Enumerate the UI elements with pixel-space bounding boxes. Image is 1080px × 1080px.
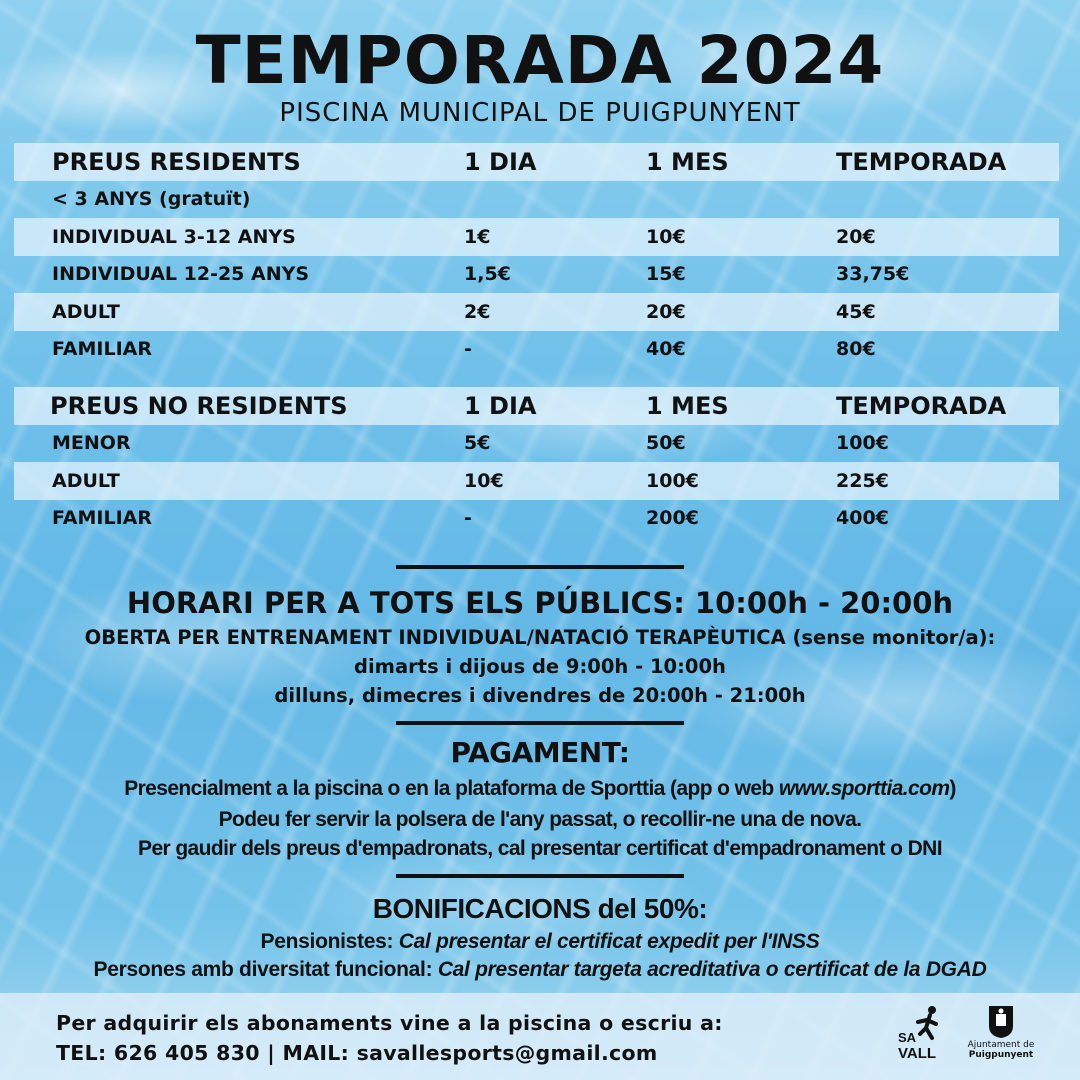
- column-header: 1 MES: [646, 387, 836, 425]
- table-cell: 33,75€: [836, 263, 910, 286]
- page-subtitle: PISCINA MUNICIPAL DE PUIGPUNYENT: [279, 98, 801, 128]
- divider: [396, 874, 684, 878]
- table-cell: FAMILIAR: [52, 338, 152, 361]
- payment-text: ): [949, 777, 956, 800]
- table-cell: 20€: [836, 218, 1059, 256]
- residents-price-table: [14, 143, 1059, 368]
- ajuntament-label: Ajuntament de: [967, 1040, 1035, 1050]
- table-cell: 45€: [836, 293, 1059, 331]
- discount-requirement: Cal presentar targeta acreditativa o certificat de la DGAD: [437, 958, 987, 981]
- savall-text: SA: [898, 1030, 917, 1045]
- table-row: [14, 256, 1059, 294]
- savall-text: VALL: [898, 1045, 937, 1062]
- non-residents-price-table: [14, 387, 1059, 537]
- footer-instruction: Per adquirir els abonaments vine a la piscina o escriu a:: [56, 1011, 723, 1035]
- table-cell: 15€: [646, 263, 686, 286]
- discount-label: Persones amb diversitat funcional:: [93, 958, 438, 981]
- table-cell: 20€: [646, 293, 836, 331]
- table-cell: 10€: [646, 218, 836, 256]
- table-cell: ADULT: [14, 293, 464, 331]
- divider: [396, 565, 684, 569]
- table-cell: MENOR: [52, 432, 131, 455]
- table-row: [14, 293, 1059, 331]
- table-row: [14, 425, 1059, 463]
- coat-of-arms-icon: [966, 1004, 1036, 1038]
- discount-label: Pensionistes:: [260, 930, 399, 953]
- ajuntament-label: Puigpunyent: [968, 1050, 1034, 1060]
- table-cell: 200€: [646, 507, 699, 530]
- table-cell: 2€: [464, 293, 646, 331]
- table-cell: 40€: [646, 338, 686, 361]
- schedule-line: OBERTA PER ENTRENAMENT INDIVIDUAL/NATACIÓ TERAPÈUTICA (sense monitor/a):: [84, 626, 996, 649]
- payment-line: Per gaudir dels preus d'empadronats, cal presentar certificat d'empadronament o DNI: [138, 837, 942, 860]
- payment-line: Podeu fer servir la polsera de l'any passat, o recollir-ne una de nova.: [218, 808, 862, 831]
- table-header-row: [14, 143, 1059, 181]
- table-row: [14, 218, 1059, 256]
- discounts-title: BONIFICACIONS del 50%:: [372, 893, 708, 924]
- table-row: [14, 500, 1059, 538]
- table-cell: 400€: [836, 507, 889, 530]
- column-header: PREUS NO RESIDENTS: [14, 387, 464, 425]
- table-row: [14, 331, 1059, 369]
- table-cell: 100€: [836, 432, 889, 455]
- table-cell: 50€: [646, 432, 686, 455]
- schedule-line: dilluns, dimecres i divendres de 20:00h - 21:00h: [274, 684, 806, 707]
- sporttia-link[interactable]: www.sporttia.com: [778, 777, 950, 800]
- table-cell: 10€: [464, 462, 646, 500]
- column-header: 1 MES: [646, 143, 836, 181]
- table-cell: ADULT: [14, 462, 464, 500]
- payment-title: PAGAMENT:: [450, 736, 630, 769]
- runner-icon: [896, 1004, 950, 1070]
- column-header: TEMPORADA: [836, 143, 1059, 181]
- table-cell: 100€: [646, 462, 836, 500]
- free-under-3-note: < 3 ANYS (gratuït): [52, 188, 251, 211]
- payment-text: Presencialment a la piscina o en la plataforma de Sporttia (app o web: [124, 777, 779, 800]
- discount-line: [0, 930, 1080, 954]
- ajuntament-logo: [966, 1004, 1036, 1064]
- discount-line: [0, 958, 1080, 982]
- table-cell: 1,5€: [464, 263, 511, 286]
- column-header: 1 DIA: [464, 387, 646, 425]
- savall-logo: [896, 1004, 950, 1070]
- table-cell: -: [464, 338, 472, 361]
- table-cell: 1€: [464, 218, 646, 256]
- table-cell: -: [464, 507, 472, 530]
- table-cell: 80€: [836, 338, 876, 361]
- discount-requirement: Cal presentar el certificat expedit per l'INSS: [398, 930, 820, 953]
- column-header: 1 DIA: [464, 143, 646, 181]
- table-cell: 225€: [836, 462, 1059, 500]
- footer-contact: TEL: 626 405 830 | MAIL: savallesports@gmail.com: [56, 1041, 658, 1065]
- table-cell: INDIVIDUAL 3-12 ANYS: [14, 218, 464, 256]
- table-row: [14, 462, 1059, 500]
- table-cell: INDIVIDUAL 12-25 ANYS: [52, 263, 310, 286]
- page-title: TEMPORADA 2024: [195, 22, 885, 99]
- column-header: PREUS RESIDENTS: [14, 143, 464, 181]
- schedule-title: HORARI PER A TOTS ELS PÚBLICS: 10:00h - 20:00h: [126, 586, 954, 620]
- table-header-row: [14, 387, 1059, 425]
- table-cell: FAMILIAR: [52, 507, 152, 530]
- table-row-note: [14, 181, 1059, 219]
- column-header: TEMPORADA: [836, 387, 1059, 425]
- schedule-line: dimarts i dijous de 9:00h - 10:00h: [354, 655, 726, 678]
- payment-line: [0, 777, 1080, 801]
- table-cell: 5€: [464, 432, 491, 455]
- divider: [396, 721, 684, 725]
